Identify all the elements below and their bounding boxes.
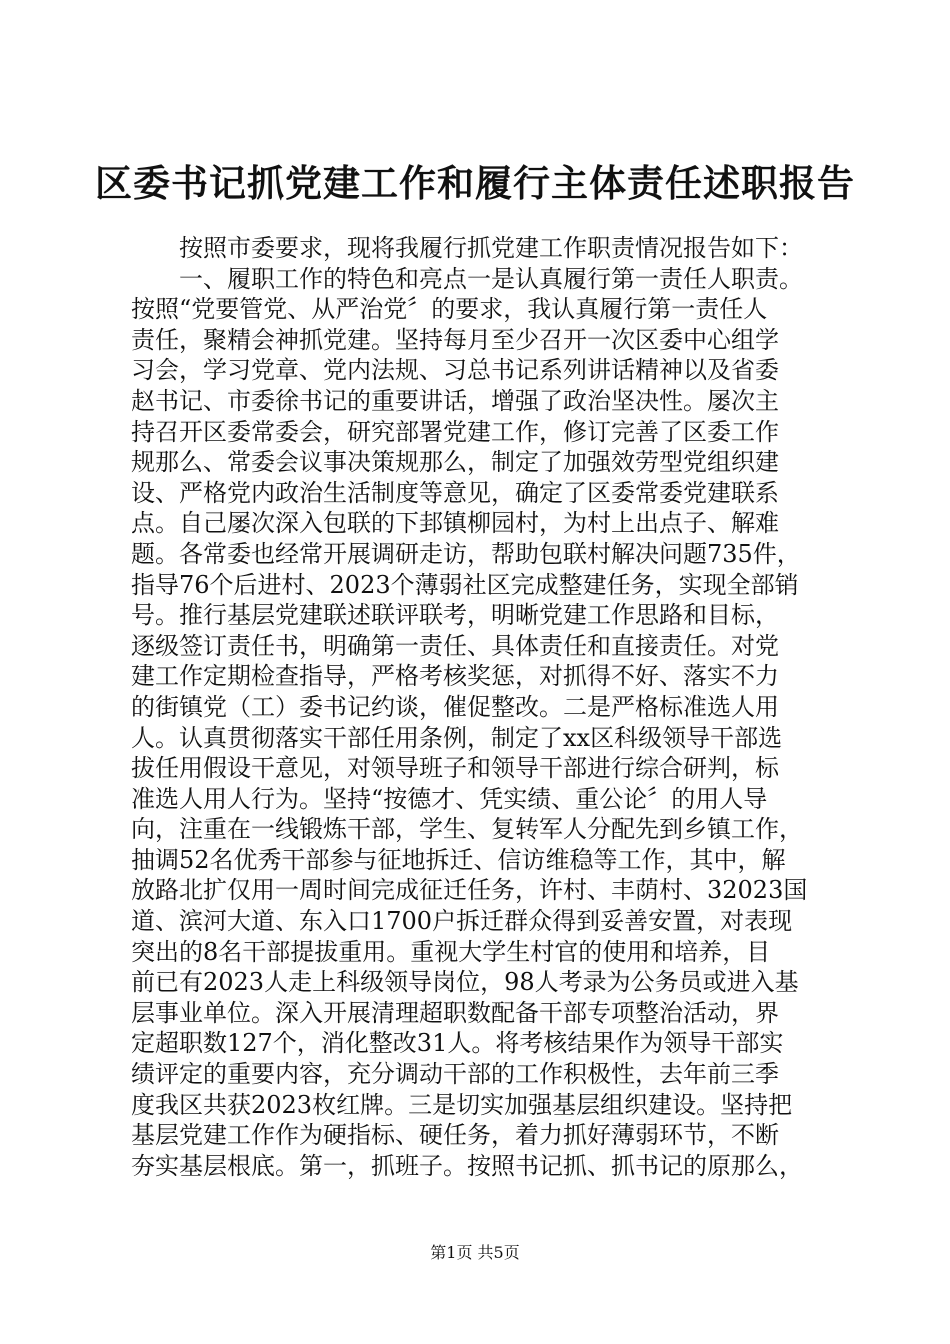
- document-title: 区委书记抓党建工作和履行主体责任述职报告: [95, 161, 855, 205]
- body-line: 持召开区委常委会，研究部署党建工作，修订完善了区委工作: [131, 417, 779, 446]
- body-line: 赵书记、市委徐书记的重要讲话，增强了政治坚决性。屡次主: [131, 386, 779, 415]
- body-line: 习会，学习党章、党内法规、习总书记系列讲话精神以及省委: [131, 356, 779, 385]
- body-line: 责任，聚精会神抓党建。坚持每月至少召开一次区委中心组学: [131, 325, 779, 354]
- page-number-footer: 第1页 共5页: [430, 1243, 520, 1262]
- body-line: 逐级签订责任书，明确第一责任、具体责任和直接责任。对党: [131, 631, 779, 660]
- body-line: 的街镇党（工）委书记约谈，催促整改。二是严格标准选人用: [131, 692, 779, 721]
- body-line: 指导76个后进村、2023个薄弱社区完成整建任务，实现全部销: [131, 570, 799, 599]
- body-line: 按照“党要管党、从严治党〞的要求，我认真履行第一责任人: [131, 295, 768, 324]
- body-line: 度我区共获2023枚红牌。三是切实加强基层组织建设。坚持把: [131, 1090, 793, 1119]
- body-line: 道、滨河大道、东入口1700户拆迁群众得到妥善安置，对表现: [131, 907, 793, 936]
- body-line: 突出的8名干部提拔重用。重视大学生村官的使用和培养，目: [131, 937, 771, 966]
- body-line: 准选人用人行为。坚持“按德才、凭实绩、重公论〞的用人导: [131, 784, 768, 813]
- body-line: 夯实基层根底。第一，抓班子。按照书记抓、抓书记的原那么，: [131, 1151, 803, 1180]
- body-line: 号。推行基层党建联述联评联考，明晰党建工作思路和目标，: [131, 601, 779, 630]
- body-line: 按照市委要求，现将我履行抓党建工作职责情况报告如下：: [131, 234, 803, 262]
- body-line: 规那么、常委会议事决策规那么，制定了加强效劳型党组织建: [131, 448, 779, 477]
- body-line: 放路北扩仅用一周时间完成征迁任务，许村、丰荫村、32023国: [131, 876, 808, 905]
- body-line: 人。认真贯彻落实干部任用条例，制定了xx区科级领导干部选: [131, 723, 783, 752]
- body-line: 建工作定期检查指导，严格考核奖惩，对抓得不好、落实不力: [131, 662, 779, 691]
- body-line: 基层党建工作作为硬指标、硬任务，着力抓好薄弱环节，不断: [131, 1121, 779, 1150]
- body-line: 向，注重在一线锻炼干部，学生、复转军人分配先到乡镇工作，: [131, 815, 803, 844]
- body-line: 拔任用假设干意见，对领导班子和领导干部进行综合研判，标: [131, 754, 779, 783]
- body-line: 层事业单位。深入开展清理超职数配备干部专项整治活动，界: [131, 998, 779, 1027]
- document-body: [131, 233, 831, 1181]
- body-line: 抽调52名优秀干部参与征地拆迁、信访维稳等工作，其中，解: [131, 845, 786, 874]
- body-line: 点。自己屡次深入包联的下邽镇柳园村，为村上出点子、解难: [131, 509, 779, 538]
- body-line: 设、严格党内政治生活制度等意见，确定了区委常委党建联系: [131, 478, 779, 507]
- body-line: 一、履职工作的特色和亮点一是认真履行第一责任人职责。: [131, 264, 803, 293]
- body-line: 绩评定的重要内容，充分调动干部的工作积极性，去年前三季: [131, 1060, 779, 1089]
- body-line: 前已有2023人走上科级领导岗位，98人考录为公务员或进入基: [131, 968, 799, 997]
- body-line: 题。各常委也经常开展调研走访，帮助包联村解决问题735件，: [131, 539, 801, 568]
- body-line: 定超职数127个，消化整改31人。将考核结果作为领导干部实: [131, 1029, 784, 1058]
